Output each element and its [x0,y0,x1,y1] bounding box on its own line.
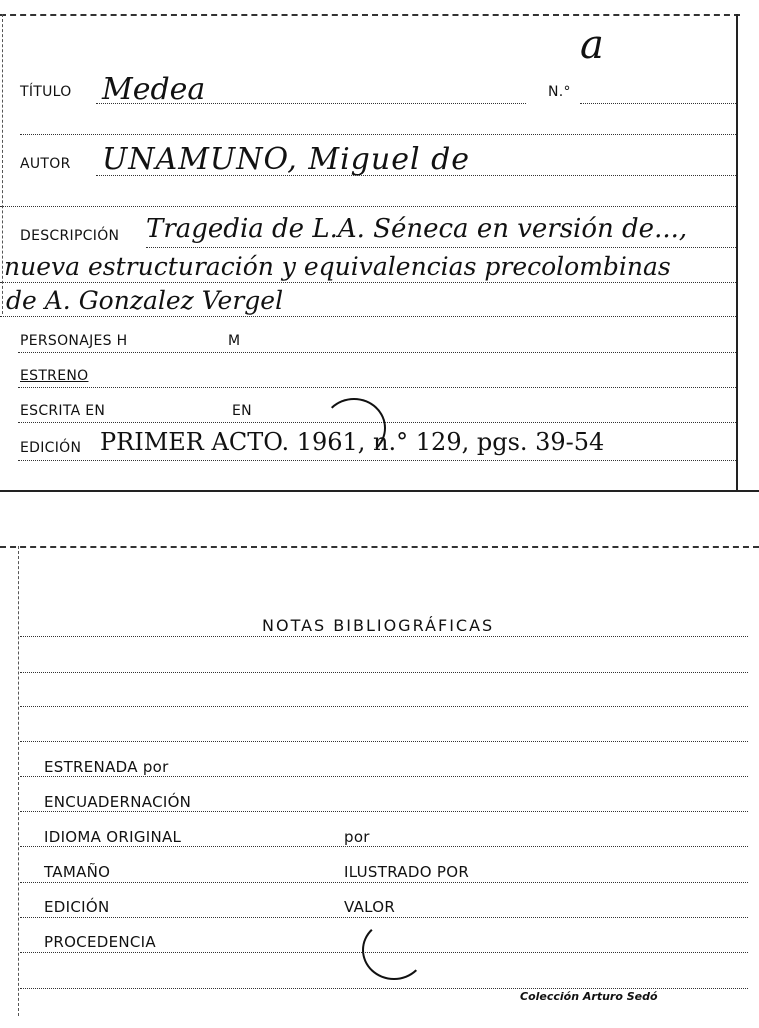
descripcion-label: DESCRIPCIÓN [20,228,120,244]
descripcion-underline-1 [146,247,736,248]
blank-line-1 [20,134,736,135]
edicion-back-label: EDICIÓN [44,898,110,916]
idioma-line [20,846,748,847]
autor-label: AUTOR [20,156,71,172]
card-bottom-edge [0,490,759,492]
estreno-line [18,387,736,388]
corner-mark: a [580,22,604,68]
numero-line [580,103,736,104]
notas-line-4 [20,741,748,742]
idioma-label: IDIOMA ORIGINAL [44,828,182,846]
valor-label: VALOR [344,898,396,916]
card-top-edge [0,14,740,16]
card-left-edge [2,14,3,314]
encuadernacion-label: ENCUADERNACIÓN [44,793,192,811]
titulo-line [96,103,526,104]
notas-line-1 [20,636,748,637]
card-right-edge [736,14,738,492]
estrenada-label: ESTRENADA por [44,758,169,776]
card-back-top-edge [0,546,759,548]
autor-value: UNAMUNO, Miguel de [102,142,471,177]
punch-hole-mark-back [362,920,426,980]
personajes-label: PERSONAJES H [20,333,128,349]
catalog-card-back [0,532,759,1028]
edicion-label: EDICIÓN [20,440,82,456]
titulo-label: TÍTULO [20,84,72,100]
edicion-value: PRIMER ACTO. 1961, n.° 129, pgs. 39-54 [100,428,605,456]
autor-line [96,175,736,176]
escrita-en-label: ESCRITA EN [20,403,106,419]
card-back-left-edge [18,546,19,1016]
en-label: EN [232,403,252,419]
footer-line [20,988,748,989]
notas-line-2 [20,672,748,673]
titulo-value: Medea [102,72,206,107]
notas-title: NOTAS BIBLIOGRÁFICAS [262,616,495,635]
edicion-line [18,460,736,461]
coleccion-label: Colección Arturo Sedó [520,990,658,1003]
edicion-back-line [20,917,748,918]
numero-label: N.° [548,84,571,100]
encuadernacion-line [20,811,748,812]
tamano-line [20,882,748,883]
descripcion-line-2: nueva estructuración y equivalencias precolombinas [4,252,671,281]
blank-line-2 [0,206,736,207]
notas-line-3 [20,706,748,707]
tamano-label: TAMAÑO [44,863,111,881]
descripcion-underline-2 [0,282,736,283]
estrenada-line [20,776,748,777]
descripcion-line-3: de A. Gonzalez Vergel [6,286,284,315]
catalog-card-front [0,0,759,492]
por-label: por [344,828,370,846]
estreno-label: ESTRENO [20,368,89,384]
descripcion-underline-3 [0,316,736,317]
personajes-m-label: M [228,333,241,349]
personajes-line [18,352,736,353]
descripcion-line-1: Tragedia de L.A. Séneca en versión de..., [146,214,688,244]
procedencia-label: PROCEDENCIA [44,933,156,951]
ilustrado-label: ILUSTRADO POR [344,863,470,881]
